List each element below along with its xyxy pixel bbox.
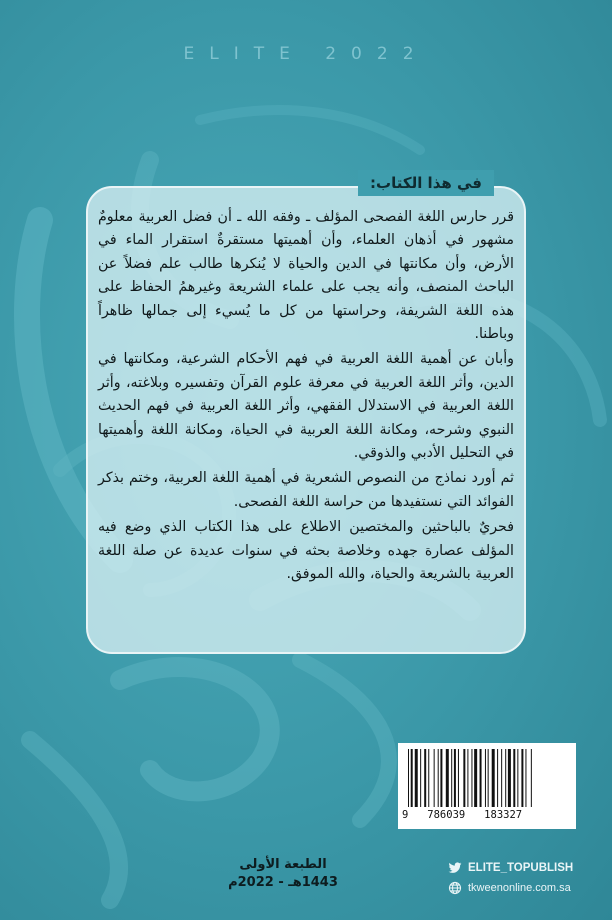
barcode-bar	[497, 749, 498, 807]
edition-label: الطبعة الأولى	[239, 857, 327, 872]
barcode-bar	[485, 749, 486, 807]
website-link[interactable]: tkweenonline.com.sa	[468, 882, 571, 894]
edition-date: 1443هـ - 2022م	[228, 875, 338, 890]
blurb-paragraph: فحريٌ بالباحثين والمختصين الاطلاع على هذا الكتاب الذي وضع فيه المؤلف عصارة جهده وخلاصة بحثه في سنوات عديدة عن صلة اللغة العربية بالشريعة والحياة، والله الموفق.	[98, 519, 514, 583]
barcode-bar	[525, 749, 526, 807]
barcode-bar	[471, 749, 472, 807]
barcode-bar	[454, 749, 456, 807]
blurb-paragraph: وأبان عن أهمية اللغة العربية في فهم الأحكام الشرعية، ومكانتها في الدين، وأثر اللغة العربية في معرفة علوم القرآن وتفسيره وبلاغته، وأثر اللغة العربية في الاستدلال الفقهي، وأثر اللغة العربية في فهم الحديث النبوي وشرحه، ومكانة اللغة العربية في الحياة، ومكانة اللغة وأهميتها في التحليل الأدبي والذوقي.	[98, 351, 514, 462]
barcode-bar	[501, 749, 502, 807]
barcode-bar	[420, 749, 421, 807]
barcode-bar	[488, 749, 489, 807]
blurb-title: في هذا الكتاب:	[358, 170, 494, 196]
edition-info	[228, 856, 338, 892]
barcode-bar	[463, 749, 465, 807]
barcode-bar	[428, 749, 429, 807]
series-label: ELITE 2022	[183, 44, 429, 64]
barcode-bar	[424, 749, 426, 807]
barcode-bar	[467, 749, 468, 807]
barcode-bar	[492, 749, 495, 807]
barcode-bar	[451, 749, 452, 807]
isbn-number: 9 786039 183327	[402, 809, 523, 821]
barcode-bar	[531, 749, 532, 807]
twitter-icon	[448, 861, 462, 875]
barcode-bar	[505, 749, 506, 807]
isbn-barcode	[398, 743, 576, 829]
barcode-bar	[434, 749, 435, 807]
barcode-bar	[440, 749, 442, 807]
barcode-bar	[446, 749, 449, 807]
globe-icon	[448, 881, 462, 895]
barcode-bar	[438, 749, 439, 807]
publisher-contacts	[448, 858, 573, 898]
blurb-paragraph: ثم أورد نماذج من النصوص الشعرية في أهمية اللغة العربية، وختم بذكر الفوائد التي نستفيدها من حراسة اللغة الفصحى.	[98, 470, 514, 510]
barcode-bar	[474, 749, 477, 807]
barcode-bar	[480, 749, 482, 807]
barcode-bar	[408, 749, 409, 807]
barcode-bar	[411, 749, 413, 807]
barcode-bar	[415, 749, 418, 807]
barcode-bar	[458, 749, 459, 807]
blurb-text	[98, 206, 514, 589]
barcode-bar	[517, 749, 518, 807]
barcode-bar	[513, 749, 515, 807]
twitter-handle[interactable]: ELITE_TOPUBLISH	[468, 862, 574, 874]
barcode-bar	[521, 749, 523, 807]
twitter-row	[448, 858, 573, 878]
blurb-paragraph: قرر حارس اللغة الفصحى المؤلف ـ وفقه الله ـ أن فضل العربية معلومٌ مشهور في أذهان العلماء، وأن أهميتها مستقرةٌ استقرار الماء في الأرض، وأن مكانتها في الدين والحياة لا يُنكرها طالب علم فضلاً عن الباحث المنصف، وأنه يجب على علماء الشريعة وغيرهمُ الحفاظ على هذه اللغة الشريفة، وحراستها من كل ما يُسيء إلى جمالها ظاهراً وباطنا.	[98, 209, 514, 343]
website-row	[448, 878, 573, 898]
barcode-bars	[408, 749, 566, 807]
barcode-bar	[508, 749, 511, 807]
